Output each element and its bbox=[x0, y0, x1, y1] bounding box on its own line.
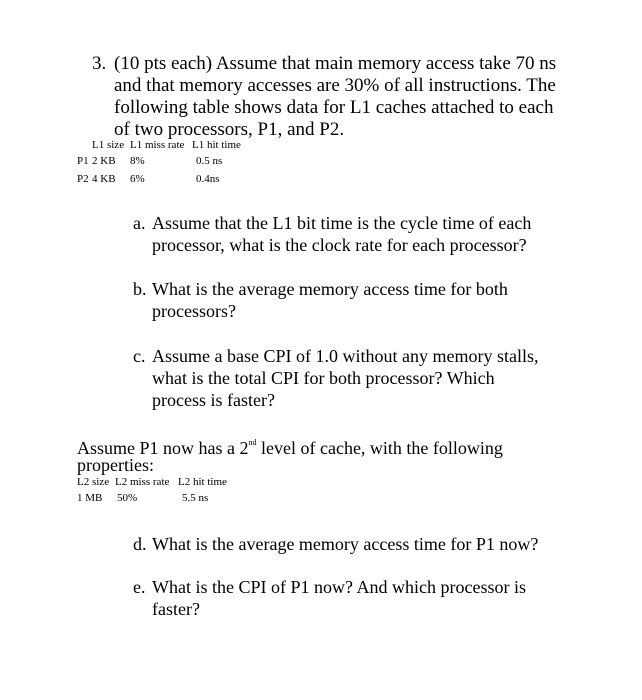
l1-header-miss-rate: L1 miss rate bbox=[130, 139, 185, 151]
l1-header-size: L1 size bbox=[92, 139, 125, 151]
l1-header-hit-time: L1 hit time bbox=[192, 139, 241, 151]
l2-row-size: 1 MB bbox=[77, 492, 103, 504]
question-line-1: (10 pts each) Assume that main memory access take 70 ns bbox=[114, 53, 557, 74]
question-line-2: and that memory accesses are 30% of all instructions. The bbox=[114, 75, 556, 96]
part-e-letter: e. bbox=[133, 577, 146, 597]
l2-header-miss-rate: L2 miss rate bbox=[115, 476, 170, 488]
part-b-line: processors? bbox=[152, 301, 236, 321]
l2-row-miss-rate: 50% bbox=[117, 492, 138, 504]
part-e-line: What is the CPI of P1 now? And which processor is bbox=[152, 577, 526, 597]
l1-row-size: 4 KB bbox=[92, 173, 116, 185]
part-c-line: process is faster? bbox=[152, 390, 275, 410]
l2-intro-text: Assume P1 now has a 2 bbox=[77, 438, 249, 458]
l2-header-size: L2 size bbox=[77, 476, 110, 488]
part-d-line: What is the average memory access time for P1 now? bbox=[152, 534, 539, 554]
part-b-letter: b. bbox=[133, 279, 147, 299]
l1-row-miss-rate: 6% bbox=[130, 173, 145, 185]
part-e-line: faster? bbox=[152, 599, 200, 619]
l1-row-hit-time: 0.4ns bbox=[196, 173, 220, 185]
l2-row-hit-time: 5.5 ns bbox=[182, 492, 209, 504]
part-c-letter: c. bbox=[133, 346, 146, 366]
l1-row-size: 2 KB bbox=[92, 155, 116, 167]
l1-row-hit-time: 0.5 ns bbox=[196, 155, 223, 167]
part-c-line: Assume a base CPI of 1.0 without any memory stalls, bbox=[152, 346, 539, 366]
part-a-letter: a. bbox=[133, 213, 146, 233]
part-c-line: what is the total CPI for both processor? Which bbox=[152, 368, 495, 388]
part-b-line: What is the average memory access time for both bbox=[152, 279, 508, 299]
l1-row-miss-rate: 8% bbox=[130, 155, 145, 167]
l1-row-label: P1 bbox=[77, 155, 89, 167]
l2-intro-text: level of cache, with the following bbox=[256, 438, 503, 458]
part-a-line: Assume that the L1 bit time is the cycle time of each bbox=[152, 213, 532, 233]
question-line-3: following table shows data for L1 caches attached to each bbox=[114, 97, 554, 118]
question-line-4: of two processors, P1, and P2. bbox=[114, 119, 345, 140]
ordinal-suffix: nd bbox=[248, 438, 257, 447]
l2-intro-line-2: properties: bbox=[77, 455, 154, 475]
l2-header-hit-time: L2 hit time bbox=[178, 476, 227, 488]
part-d-letter: d. bbox=[133, 534, 147, 554]
part-a-line: processor, what is the clock rate for each processor? bbox=[152, 235, 527, 255]
question-number: 3. bbox=[92, 53, 107, 74]
l1-row-label: P2 bbox=[77, 173, 89, 185]
